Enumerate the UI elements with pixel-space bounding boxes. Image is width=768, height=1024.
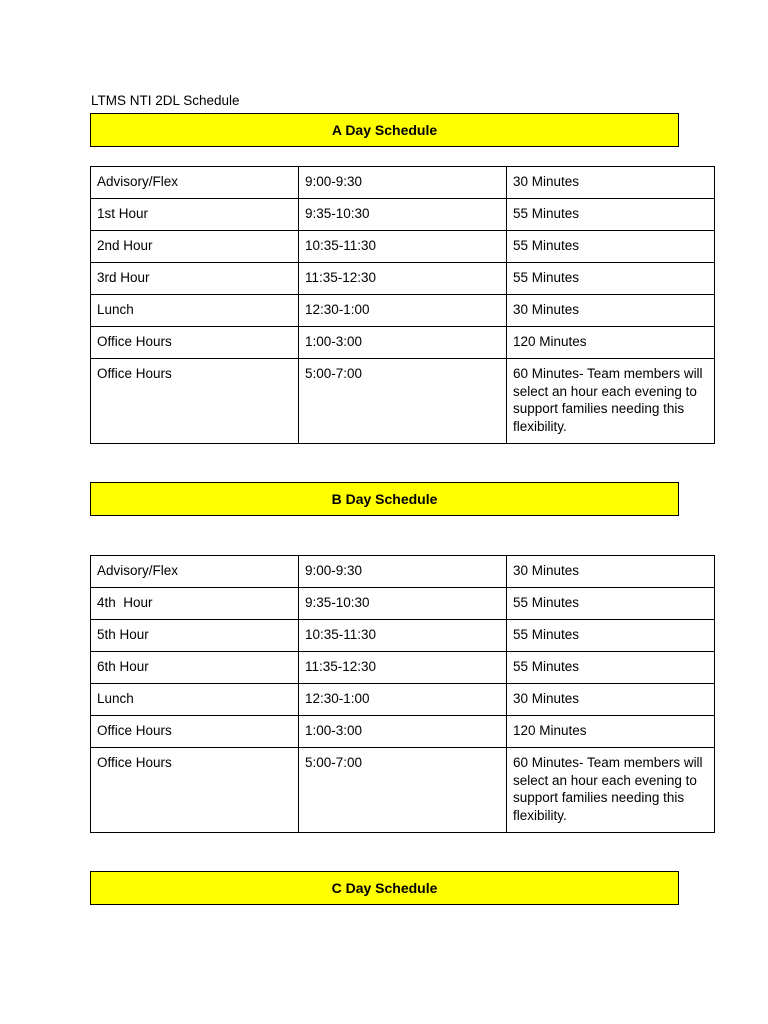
duration-cell: 120 Minutes bbox=[507, 327, 715, 359]
period-cell: 1st Hour bbox=[91, 199, 299, 231]
a-day-header: A Day Schedule bbox=[90, 113, 679, 147]
period-cell: Advisory/Flex bbox=[91, 556, 299, 588]
document-title: LTMS NTI 2DL Schedule bbox=[91, 93, 240, 108]
table-row bbox=[91, 620, 715, 652]
table-row bbox=[91, 748, 715, 833]
time-cell: 10:35-11:30 bbox=[299, 231, 507, 263]
duration-cell: 30 Minutes bbox=[507, 556, 715, 588]
duration-cell: 55 Minutes bbox=[507, 652, 715, 684]
table-row bbox=[91, 167, 715, 199]
period-cell: 4th Hour bbox=[91, 588, 299, 620]
period-cell: Office Hours bbox=[91, 748, 299, 833]
table-row bbox=[91, 684, 715, 716]
time-cell: 5:00-7:00 bbox=[299, 359, 507, 444]
duration-cell: 30 Minutes bbox=[507, 167, 715, 199]
a-day-table bbox=[90, 166, 715, 444]
table-row bbox=[91, 716, 715, 748]
table-row bbox=[91, 295, 715, 327]
time-cell: 1:00-3:00 bbox=[299, 716, 507, 748]
period-cell: 2nd Hour bbox=[91, 231, 299, 263]
period-cell: Lunch bbox=[91, 295, 299, 327]
time-cell: 5:00-7:00 bbox=[299, 748, 507, 833]
time-cell: 10:35-11:30 bbox=[299, 620, 507, 652]
period-cell: Lunch bbox=[91, 684, 299, 716]
period-cell: 6th Hour bbox=[91, 652, 299, 684]
duration-cell: 30 Minutes bbox=[507, 684, 715, 716]
duration-cell: 55 Minutes bbox=[507, 620, 715, 652]
period-cell: 5th Hour bbox=[91, 620, 299, 652]
c-day-header: C Day Schedule bbox=[90, 871, 679, 905]
time-cell: 12:30-1:00 bbox=[299, 295, 507, 327]
table-row bbox=[91, 199, 715, 231]
table-row bbox=[91, 231, 715, 263]
period-cell: 3rd Hour bbox=[91, 263, 299, 295]
b-day-header: B Day Schedule bbox=[90, 482, 679, 516]
table-row bbox=[91, 556, 715, 588]
time-cell: 9:00-9:30 bbox=[299, 556, 507, 588]
duration-cell: 55 Minutes bbox=[507, 588, 715, 620]
time-cell: 11:35-12:30 bbox=[299, 652, 507, 684]
period-cell: Office Hours bbox=[91, 327, 299, 359]
time-cell: 11:35-12:30 bbox=[299, 263, 507, 295]
period-cell: Office Hours bbox=[91, 716, 299, 748]
b-day-table bbox=[90, 555, 715, 833]
period-cell: Office Hours bbox=[91, 359, 299, 444]
table-row bbox=[91, 327, 715, 359]
time-cell: 9:00-9:30 bbox=[299, 167, 507, 199]
duration-cell: 60 Minutes- Team members will select an hour each evening to support families needing this flexibility. bbox=[507, 748, 715, 833]
duration-cell: 60 Minutes- Team members will select an hour each evening to support families needing this flexibility. bbox=[507, 359, 715, 444]
table-row bbox=[91, 588, 715, 620]
time-cell: 9:35-10:30 bbox=[299, 199, 507, 231]
time-cell: 9:35-10:30 bbox=[299, 588, 507, 620]
duration-cell: 55 Minutes bbox=[507, 231, 715, 263]
table-row bbox=[91, 263, 715, 295]
duration-cell: 55 Minutes bbox=[507, 263, 715, 295]
time-cell: 1:00-3:00 bbox=[299, 327, 507, 359]
duration-cell: 55 Minutes bbox=[507, 199, 715, 231]
time-cell: 12:30-1:00 bbox=[299, 684, 507, 716]
period-cell: Advisory/Flex bbox=[91, 167, 299, 199]
table-row bbox=[91, 652, 715, 684]
duration-cell: 120 Minutes bbox=[507, 716, 715, 748]
table-row bbox=[91, 359, 715, 444]
duration-cell: 30 Minutes bbox=[507, 295, 715, 327]
